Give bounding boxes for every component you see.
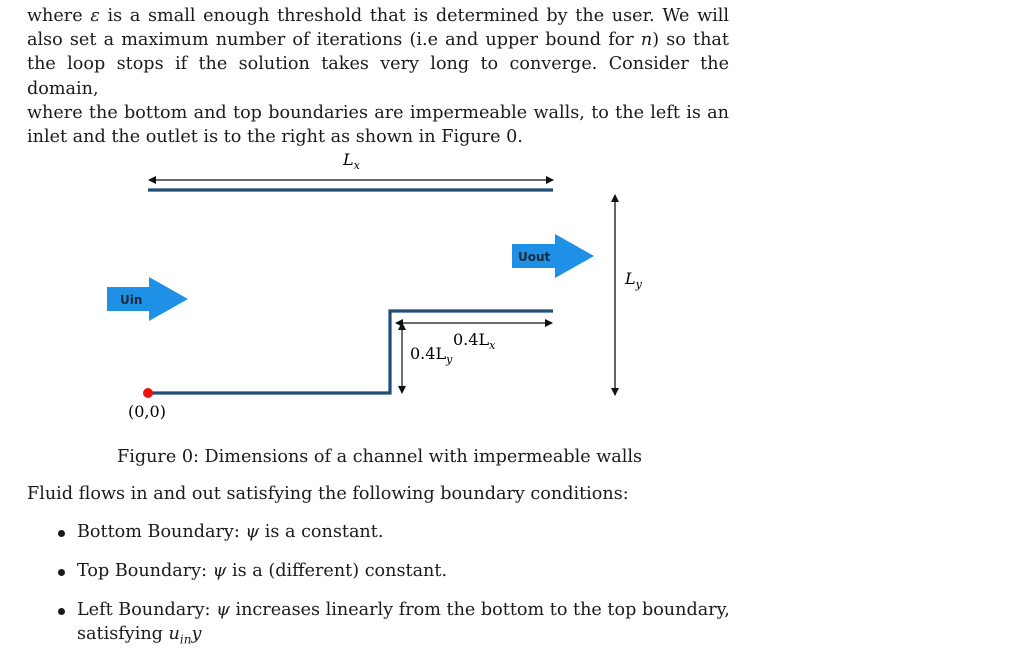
boundary-intro: Fluid flows in and out satisfying the following boundary conditions:	[27, 484, 629, 504]
bullet-icon	[58, 608, 65, 615]
origin-label: (0,0)	[128, 402, 166, 421]
in-subscript: in	[179, 632, 192, 647]
list-item: Top Boundary: ψ is a (different) constant.	[54, 559, 734, 583]
lx-label: $L_x$	[343, 150, 360, 172]
figure-caption: Figure 0: Dimensions of a channel with impermeable walls	[117, 447, 643, 467]
paragraph-line-4: where the bottom and top boundaries are impermeable walls, to the left is an	[27, 102, 729, 123]
paragraph-line-3: the loop stops if the solution takes very long to converge. Consider the domain,	[27, 54, 729, 99]
intro-paragraph	[27, 4, 729, 149]
psi-symbol: ψ	[245, 522, 260, 542]
uin-label: Uin	[120, 293, 143, 307]
paragraph-line-1: where ε is a small enough threshold that is determined by the user. We will	[27, 6, 730, 26]
u-symbol: u	[168, 624, 180, 644]
paragraph-line-2: also set a maximum number of iterations (i.e and upper bound for n) so that	[27, 30, 729, 51]
boundary-conditions-list	[54, 520, 734, 652]
channel-figure	[0, 140, 700, 430]
uout-arrow	[512, 234, 594, 278]
psi-symbol: ψ	[212, 561, 227, 581]
psi-symbol: ψ	[216, 600, 230, 620]
list-item: Bottom Boundary: ψ is a constant.	[54, 520, 734, 544]
paragraph-line-5: inlet and the outlet is to the right as shown in Figure 0.	[27, 127, 523, 148]
origin-point	[143, 388, 153, 398]
list-item: Left Boundary: ψ increases linearly from the bottom to the top boundary, satisfying $u_{in}y$	[54, 598, 734, 652]
uin-arrow	[107, 277, 188, 321]
step-height-label: $0.4L_y$	[410, 344, 453, 366]
y-symbol: y	[191, 624, 202, 644]
step-width-label: $0.4L_x$	[453, 330, 496, 352]
bullet-icon	[58, 569, 65, 576]
uout-label: Uout	[518, 250, 551, 264]
bullet-icon	[58, 530, 65, 537]
ly-label: $L_y$	[625, 269, 642, 291]
n-symbol: n	[640, 30, 653, 51]
epsilon-symbol: ε	[90, 6, 100, 26]
